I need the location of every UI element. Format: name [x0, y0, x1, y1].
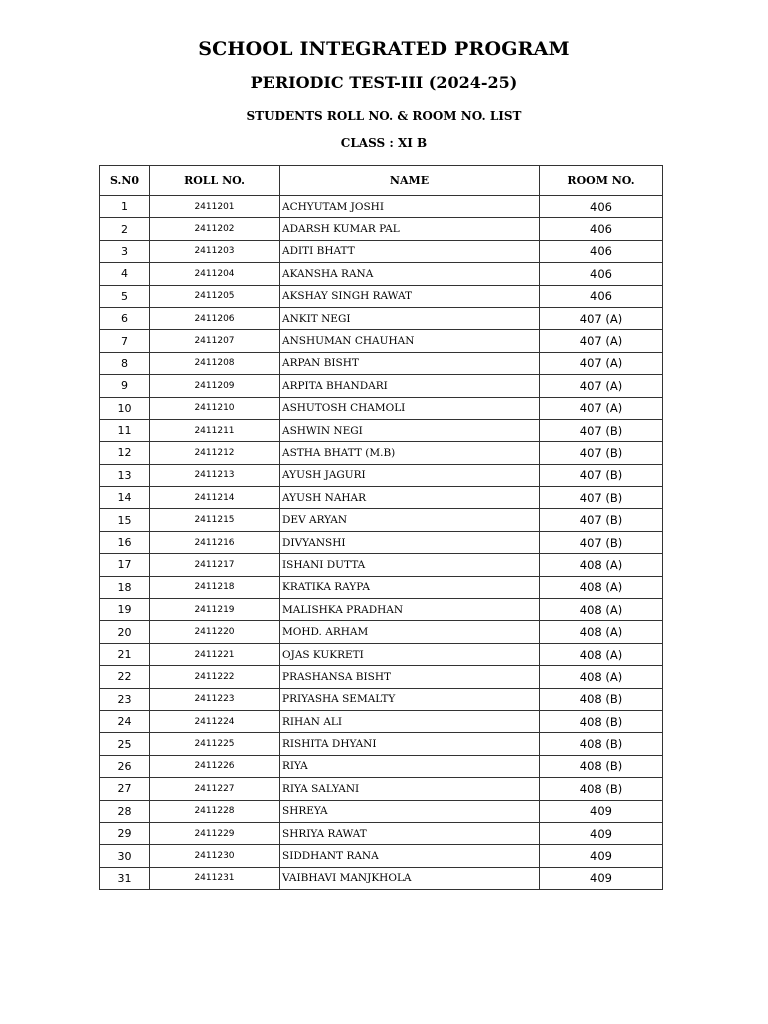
student-name-cell: ARPITA BHANDARI — [280, 375, 540, 397]
student-name-cell: PRASHANSA BISHT — [280, 666, 540, 688]
table-row — [100, 397, 663, 419]
student-name-cell: DIVYANSHI — [280, 531, 540, 553]
table-header-row — [100, 166, 663, 196]
serial-number-cell: 11 — [100, 419, 150, 441]
serial-number-cell: 7 — [100, 330, 150, 352]
room-number-cell: 406 — [540, 240, 663, 262]
serial-number-cell: 9 — [100, 375, 150, 397]
room-number-cell: 407 (A) — [540, 330, 663, 352]
student-name-cell: ADITI BHATT — [280, 240, 540, 262]
room-number-cell: 407 (B) — [540, 531, 663, 553]
room-number-cell: 407 (A) — [540, 352, 663, 374]
student-name-cell: ASHWIN NEGI — [280, 419, 540, 441]
roll-number-cell: 2411216 — [150, 531, 280, 553]
roll-number-cell: 2411225 — [150, 733, 280, 755]
room-number-cell: 408 (A) — [540, 666, 663, 688]
column-header-name: NAME — [280, 166, 540, 196]
room-number-cell: 407 (B) — [540, 487, 663, 509]
roll-number-cell: 2411212 — [150, 442, 280, 464]
serial-number-cell: 21 — [100, 643, 150, 665]
table-row — [100, 621, 663, 643]
student-name-cell: PRIYASHA SEMALTY — [280, 688, 540, 710]
serial-number-cell: 26 — [100, 755, 150, 777]
column-header-roll-no: ROLL NO. — [150, 166, 280, 196]
room-number-cell: 406 — [540, 263, 663, 285]
serial-number-cell: 6 — [100, 307, 150, 329]
column-header-sno: S.N0 — [100, 166, 150, 196]
roll-number-cell: 2411218 — [150, 576, 280, 598]
student-name-cell: OJAS KUKRETI — [280, 643, 540, 665]
room-number-cell: 406 — [540, 285, 663, 307]
room-number-cell: 406 — [540, 218, 663, 240]
table-row — [100, 755, 663, 777]
student-name-cell: ASTHA BHATT (M.B) — [280, 442, 540, 464]
student-name-cell: RIYA SALYANI — [280, 778, 540, 800]
table-row — [100, 576, 663, 598]
room-number-cell: 409 — [540, 800, 663, 822]
student-name-cell: DEV ARYAN — [280, 509, 540, 531]
table-row — [100, 218, 663, 240]
roll-number-cell: 2411227 — [150, 778, 280, 800]
room-number-cell: 408 (A) — [540, 576, 663, 598]
serial-number-cell: 15 — [100, 509, 150, 531]
room-number-cell: 408 (B) — [540, 733, 663, 755]
roll-number-cell: 2411204 — [150, 263, 280, 285]
roll-number-cell: 2411231 — [150, 867, 280, 889]
student-name-cell: RIYA — [280, 755, 540, 777]
roll-number-cell: 2411214 — [150, 487, 280, 509]
room-number-cell: 407 (A) — [540, 397, 663, 419]
table-row — [100, 599, 663, 621]
room-number-cell: 407 (B) — [540, 509, 663, 531]
roll-number-cell: 2411208 — [150, 352, 280, 374]
student-name-cell: KRATIKA RAYPA — [280, 576, 540, 598]
roll-number-cell: 2411201 — [150, 196, 280, 218]
column-header-room-no: ROOM NO. — [540, 166, 663, 196]
student-name-cell: ARPAN BISHT — [280, 352, 540, 374]
roll-number-cell: 2411211 — [150, 419, 280, 441]
roll-number-cell: 2411221 — [150, 643, 280, 665]
roll-number-cell: 2411228 — [150, 800, 280, 822]
serial-number-cell: 24 — [100, 710, 150, 732]
list-title: STUDENTS ROLL NO. & ROOM NO. LIST — [246, 109, 522, 123]
serial-number-cell: 17 — [100, 554, 150, 576]
serial-number-cell: 2 — [100, 218, 150, 240]
table-row — [100, 464, 663, 486]
table-row — [100, 240, 663, 262]
roll-number-cell: 2411223 — [150, 688, 280, 710]
student-name-cell: AYUSH JAGURI — [280, 464, 540, 486]
roll-number-cell: 2411222 — [150, 666, 280, 688]
roll-number-cell: 2411213 — [150, 464, 280, 486]
room-number-cell: 408 (B) — [540, 778, 663, 800]
serial-number-cell: 29 — [100, 822, 150, 844]
table-row — [100, 330, 663, 352]
serial-number-cell: 27 — [100, 778, 150, 800]
room-number-cell: 408 (A) — [540, 643, 663, 665]
room-number-cell: 408 (A) — [540, 599, 663, 621]
table-row — [100, 509, 663, 531]
serial-number-cell: 28 — [100, 800, 150, 822]
table-row — [100, 419, 663, 441]
room-number-cell: 409 — [540, 845, 663, 867]
student-name-cell: ADARSH KUMAR PAL — [280, 218, 540, 240]
serial-number-cell: 31 — [100, 867, 150, 889]
roll-number-cell: 2411207 — [150, 330, 280, 352]
room-number-cell: 409 — [540, 867, 663, 889]
table-row — [100, 352, 663, 374]
table-row — [100, 822, 663, 844]
student-name-cell: SHRIYA RAWAT — [280, 822, 540, 844]
table-row — [100, 196, 663, 218]
roll-number-cell: 2411217 — [150, 554, 280, 576]
room-number-cell: 408 (A) — [540, 554, 663, 576]
student-name-cell: RISHITA DHYANI — [280, 733, 540, 755]
table-row — [100, 778, 663, 800]
room-number-cell: 409 — [540, 822, 663, 844]
roll-number-cell: 2411229 — [150, 822, 280, 844]
serial-number-cell: 16 — [100, 531, 150, 553]
table-row — [100, 442, 663, 464]
student-name-cell: ANSHUMAN CHAUHAN — [280, 330, 540, 352]
student-name-cell: VAIBHAVI MANJKHOLA — [280, 867, 540, 889]
student-name-cell: ACHYUTAM JOSHI — [280, 196, 540, 218]
serial-number-cell: 13 — [100, 464, 150, 486]
serial-number-cell: 25 — [100, 733, 150, 755]
roll-number-cell: 2411210 — [150, 397, 280, 419]
students-table — [99, 165, 663, 890]
roll-number-cell: 2411215 — [150, 509, 280, 531]
room-number-cell: 408 (A) — [540, 621, 663, 643]
room-number-cell: 407 (B) — [540, 464, 663, 486]
student-name-cell: MOHD. ARHAM — [280, 621, 540, 643]
room-number-cell: 407 (B) — [540, 419, 663, 441]
student-name-cell: SIDDHANT RANA — [280, 845, 540, 867]
serial-number-cell: 22 — [100, 666, 150, 688]
student-name-cell: MALISHKA PRADHAN — [280, 599, 540, 621]
student-name-cell: AKSHAY SINGH RAWAT — [280, 285, 540, 307]
table-row — [100, 263, 663, 285]
room-number-cell: 407 (A) — [540, 375, 663, 397]
serial-number-cell: 18 — [100, 576, 150, 598]
serial-number-cell: 4 — [100, 263, 150, 285]
table-row — [100, 845, 663, 867]
room-number-cell: 408 (B) — [540, 688, 663, 710]
table-row — [100, 531, 663, 553]
class-label: CLASS : XI B — [340, 136, 428, 150]
serial-number-cell: 14 — [100, 487, 150, 509]
table-row — [100, 307, 663, 329]
table-row — [100, 643, 663, 665]
student-name-cell: RIHAN ALI — [280, 710, 540, 732]
room-number-cell: 408 (B) — [540, 710, 663, 732]
table-row — [100, 375, 663, 397]
serial-number-cell: 12 — [100, 442, 150, 464]
roll-number-cell: 2411224 — [150, 710, 280, 732]
serial-number-cell: 30 — [100, 845, 150, 867]
table-row — [100, 285, 663, 307]
student-name-cell: SHREYA — [280, 800, 540, 822]
serial-number-cell: 20 — [100, 621, 150, 643]
roll-number-cell: 2411226 — [150, 755, 280, 777]
student-name-cell: AYUSH NAHAR — [280, 487, 540, 509]
table-row — [100, 867, 663, 889]
roll-number-cell: 2411230 — [150, 845, 280, 867]
serial-number-cell: 19 — [100, 599, 150, 621]
table-row — [100, 710, 663, 732]
serial-number-cell: 1 — [100, 196, 150, 218]
roll-number-cell: 2411202 — [150, 218, 280, 240]
serial-number-cell: 23 — [100, 688, 150, 710]
serial-number-cell: 10 — [100, 397, 150, 419]
serial-number-cell: 3 — [100, 240, 150, 262]
roll-number-cell: 2411205 — [150, 285, 280, 307]
room-number-cell: 406 — [540, 196, 663, 218]
student-name-cell: AKANSHA RANA — [280, 263, 540, 285]
table-row — [100, 800, 663, 822]
table-row — [100, 666, 663, 688]
document-title: SCHOOL INTEGRATED PROGRAM — [198, 38, 570, 60]
room-number-cell: 407 (A) — [540, 307, 663, 329]
roll-number-cell: 2411206 — [150, 307, 280, 329]
roll-number-cell: 2411203 — [150, 240, 280, 262]
room-number-cell: 408 (B) — [540, 755, 663, 777]
table-body — [100, 196, 663, 890]
table-row — [100, 688, 663, 710]
serial-number-cell: 5 — [100, 285, 150, 307]
table-row — [100, 554, 663, 576]
student-name-cell: ANKIT NEGI — [280, 307, 540, 329]
table-row — [100, 487, 663, 509]
table-row — [100, 733, 663, 755]
roll-number-cell: 2411209 — [150, 375, 280, 397]
room-number-cell: 407 (B) — [540, 442, 663, 464]
test-subtitle: PERIODIC TEST-III (2024-25) — [250, 73, 518, 92]
roll-number-cell: 2411219 — [150, 599, 280, 621]
student-name-cell: ASHUTOSH CHAMOLI — [280, 397, 540, 419]
serial-number-cell: 8 — [100, 352, 150, 374]
roll-number-cell: 2411220 — [150, 621, 280, 643]
student-name-cell: ISHANI DUTTA — [280, 554, 540, 576]
